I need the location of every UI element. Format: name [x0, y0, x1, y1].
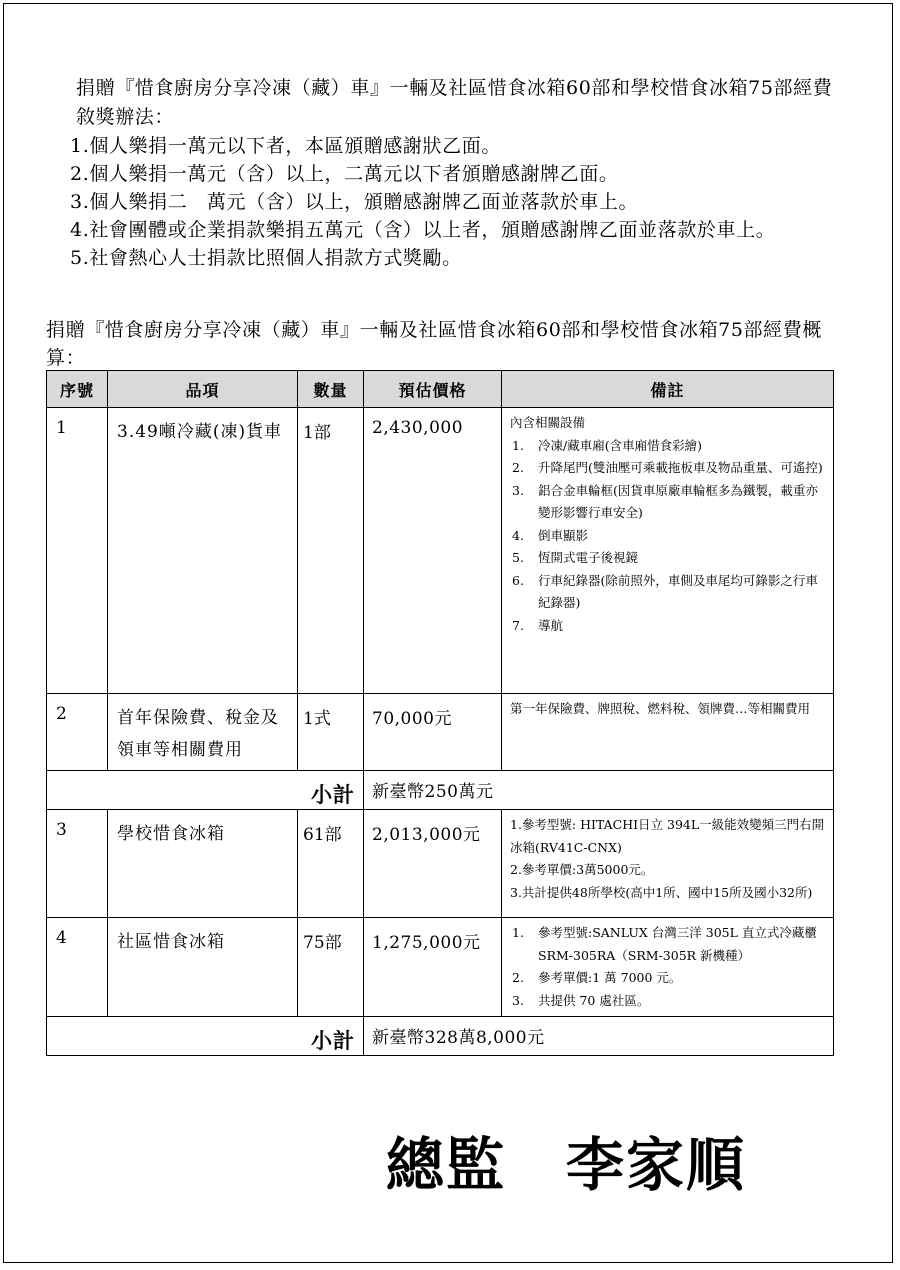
- remark-number: 2.: [512, 460, 524, 475]
- remarks-intro: 內含相關設備: [510, 415, 586, 430]
- remark-number: 1.: [512, 437, 524, 453]
- row-index: 4: [47, 918, 108, 1017]
- remark-item: 2.參考單價:3萬5000元。: [510, 862, 654, 877]
- header-price: 預估價格: [364, 371, 502, 408]
- row-index: 2: [47, 694, 108, 771]
- remark-number: 3.: [512, 992, 524, 1008]
- remark-number: 5.: [512, 550, 524, 565]
- subtotal-row: [47, 1017, 834, 1056]
- remark-text: 行車紀錄器(除前照外，車側及車尾均可錄影之行車紀錄器): [538, 572, 818, 610]
- remark-number: 6.: [512, 572, 524, 588]
- row-quantity: 75部: [298, 918, 364, 1017]
- remark-text: 鋁合金車輪框(因貨車原廠車輪框多為鐵製，載重亦變形影響行車安全): [538, 482, 818, 520]
- row-remarks: [502, 408, 834, 694]
- subtotal-value: 新臺幣250萬元: [364, 771, 834, 810]
- director-signature: 總監 李家順: [386, 1131, 747, 1199]
- row-remarks: [502, 810, 834, 918]
- remark-text: 參考單價:1 萬 7000 元。: [538, 970, 682, 985]
- remark-item: 3.共計提供48所學校(高中1所、國中15所及國小32所): [510, 884, 813, 900]
- remark-item: [510, 457, 829, 480]
- row-index: 1: [47, 408, 108, 694]
- remark-number: 2.: [512, 970, 524, 985]
- row-item: 3.49噸冷藏(凍)貨車: [108, 408, 298, 694]
- subtotal-label: 小計: [47, 1017, 364, 1056]
- row-item: 社區惜食冰箱: [108, 918, 298, 1017]
- table-row: [47, 408, 834, 694]
- remark-text: 升降尾門(雙油壓可乘載拖板車及物品重量、可遙控): [538, 460, 823, 475]
- remarks-list: [510, 435, 829, 638]
- remark-item: [510, 570, 829, 615]
- remark-item: [510, 922, 829, 967]
- remark-number: 3.: [512, 482, 524, 498]
- row-price: 70,000元: [364, 694, 502, 771]
- remarks-list: [510, 922, 829, 1012]
- header-quantity: 數量: [298, 371, 364, 408]
- row-price: 2,013,000元: [364, 810, 502, 918]
- award-rule-item: 3.個人樂捐二 萬元（含）以上，頒贈感謝牌乙面並落款於車上。: [70, 191, 639, 213]
- row-quantity: 1式: [298, 694, 364, 771]
- table-row: [47, 694, 834, 771]
- award-rule-item: 1.個人樂捐一萬元以下者，本區頒贈感謝狀乙面。: [70, 135, 501, 157]
- award-rule-item: 2.個人樂捐一萬元（含）以上，二萬元以下者頒贈感謝牌乙面。: [70, 163, 619, 185]
- row-remarks: 第一年保險費、牌照稅、燃料稅、領牌費…等相關費用: [502, 694, 834, 771]
- award-rules-title: 捐贈『惜食廚房分享冷凍（藏）車』一輛及社區惜食冰箱60部和學校惜食冰箱75部經費敘獎辦法：: [76, 77, 833, 128]
- subtotal-row: [47, 771, 834, 810]
- award-rule-item: 5.社會熱心人士捐款比照個人捐款方式獎勵。: [70, 247, 462, 269]
- header-item: 品項: [108, 371, 298, 408]
- remark-item: [510, 525, 829, 548]
- row-index: 3: [47, 810, 108, 918]
- remark-text: 共提供 70 處社區。: [538, 992, 650, 1008]
- remark-item: [510, 615, 829, 638]
- table-row: [47, 918, 834, 1017]
- row-quantity: 1部: [298, 408, 364, 694]
- row-price: 1,275,000元: [364, 918, 502, 1017]
- row-item: 首年保險費、稅金及領車等相關費用: [108, 694, 298, 771]
- remark-item: 1.參考型號: HITACHI日立 394L一級能效變頻三門右開冰箱(RV41C-CNX): [510, 817, 825, 855]
- row-price: 2,430,000: [364, 408, 502, 694]
- award-rules-list: [70, 132, 845, 272]
- budget-title: 捐贈『惜食廚房分享冷凍（藏）車』一輛及社區惜食冰箱60部和學校惜食冰箱75部經費概算：: [46, 319, 822, 369]
- remark-number: 4.: [512, 527, 524, 543]
- budget-table: [46, 370, 834, 1056]
- remark-item: [510, 547, 829, 570]
- row-item: 學校惜食冰箱: [108, 810, 298, 918]
- remark-item: [510, 990, 829, 1013]
- row-quantity: 61部: [298, 810, 364, 918]
- award-rule-item: 4.社會團體或企業捐款樂捐五萬元（含）以上者，頒贈感謝牌乙面並落款於車上。: [70, 219, 776, 241]
- remark-item: [510, 435, 829, 458]
- remark-number: 1.: [512, 925, 524, 940]
- remark-text: 參考型號:SANLUX 台灣三洋 305L 直立式冷藏櫃 SRM-305RA（SRM-305R 新機種）: [538, 925, 817, 963]
- row-remarks: [502, 918, 834, 1017]
- header-index: 序號: [47, 371, 108, 408]
- remark-text: 冷凍/藏車廂(含車廂惜食彩繪): [538, 437, 702, 453]
- table-row: [47, 810, 834, 918]
- remark-text: 導航: [538, 617, 564, 633]
- table-header-row: [47, 371, 834, 408]
- subtotal-label: 小計: [47, 771, 364, 810]
- remark-item: [510, 480, 829, 525]
- remark-text: 倒車顯影: [538, 527, 589, 543]
- remark-text: 恆開式電子後視鏡: [538, 550, 639, 565]
- remark-number: 7.: [512, 617, 524, 633]
- subtotal-value: 新臺幣328萬8,000元: [364, 1017, 834, 1056]
- header-remarks: 備註: [502, 371, 834, 408]
- remark-item: [510, 967, 829, 990]
